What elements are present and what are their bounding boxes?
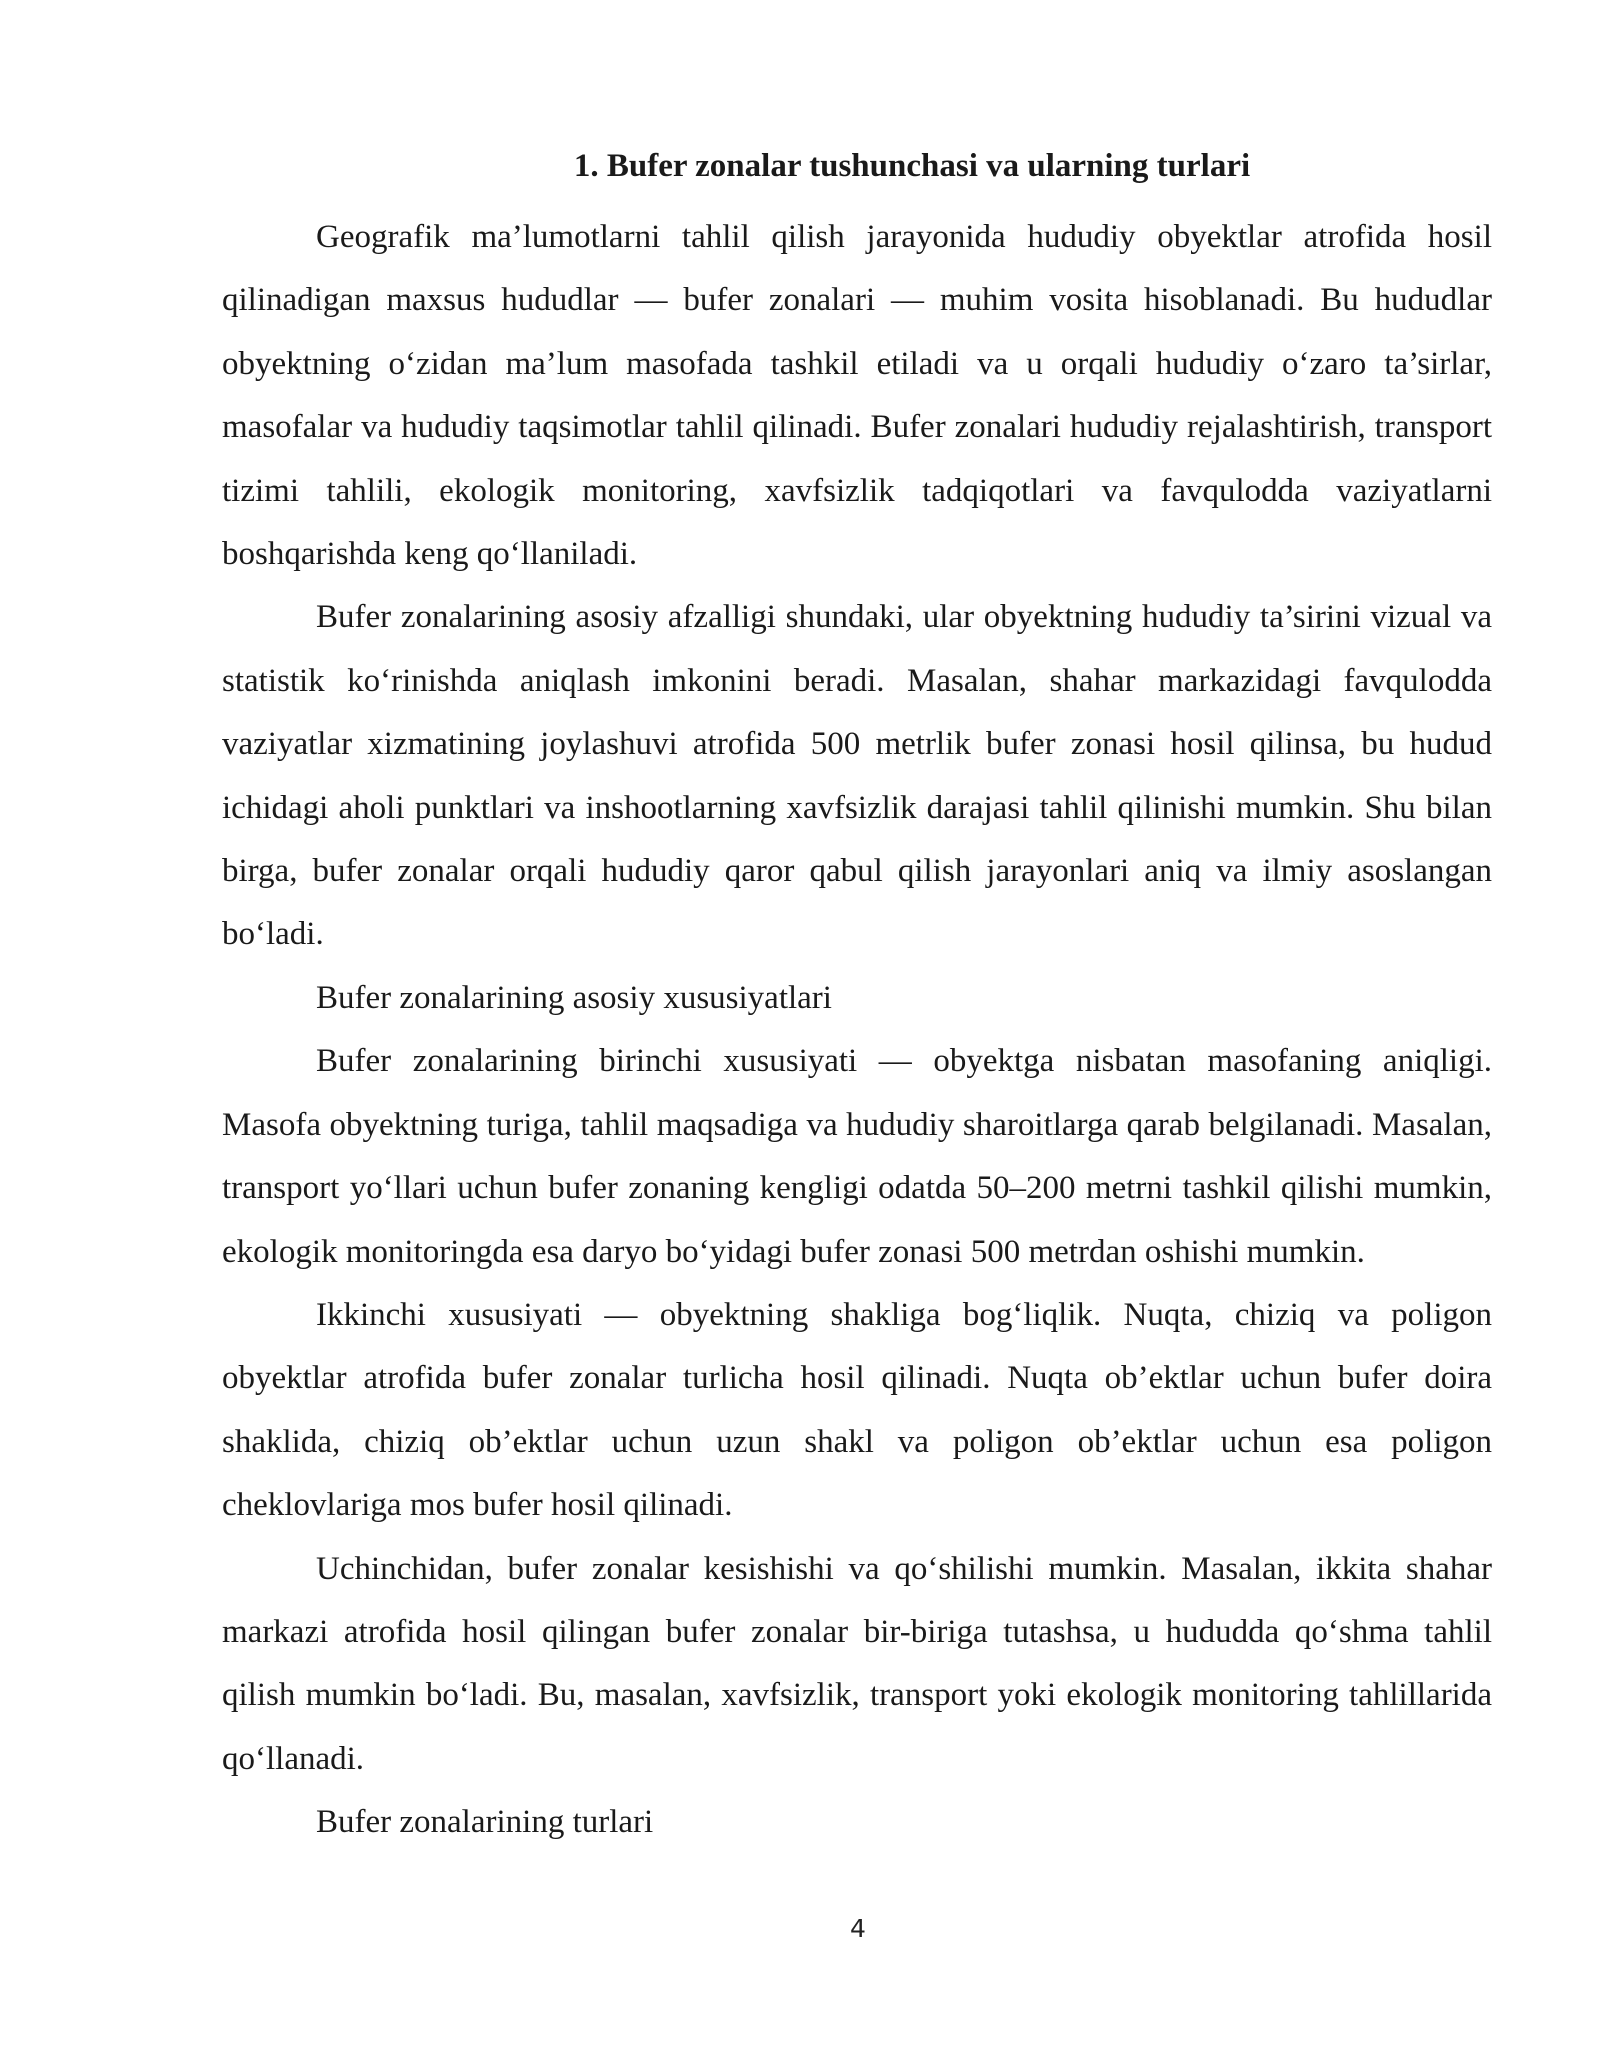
document-page [222, 142, 1492, 1855]
subheading-features: Bufer zonalarining asosiy xususiyatlari [316, 979, 832, 1016]
paragraph-second-feature: Ikkinchi xususiyati — obyektning shakliga bog‘liqlik. Nuqta, chiziq va poligon obyektlar atrofida bufer zonalar turlicha hosil qilinadi. Nuqta ob’ektlar uchun bufer doira shaklida, chiziq ob’ektlar uchun uzun shakl va poligon ob’ektlar uchun esa poligon cheklovlariga mos bufer hosil qilinadi. [222, 1296, 1492, 1524]
section-heading: 1. Bufer zonalar tushunchasi va ularning turlari [573, 148, 1251, 184]
paragraph-advantage: Bufer zonalarining asosiy afzalligi shundaki, ular obyektning hududiy ta’sirini vizual va statistik ko‘rinishda aniqlash imkonini beradi. Masalan, shahar markazidagi favqulodda vaziyatlar xizmatining joylashuvi atrofida 500 metrlik bufer zonasi hosil qilinsa, bu hudud ichidagi aholi punktlari va inshootlarning xavfsizlik darajasi tahlil qilinishi mumkin. Shu bilan birga, bufer zonalar orqali hududiy qaror qabul qilish jarayonlari aniq va ilmiy asoslangan bo‘ladi. [222, 599, 1492, 953]
subheading-types: Bufer zonalarining turlari [316, 1804, 654, 1841]
paragraph-first-feature: Bufer zonalarining birinchi xususiyati — obyektga nisbatan masofaning aniqligi. Masofa obyektning turiga, tahlil maqsadiga va hududiy sharoitlarga qarab belgilanadi. Masalan, transport yo‘llari uchun bufer zonaning kengligi odatda 50–200 metrni tashkil qilishi mumkin, ekologik monitoringda esa daryo bo‘yidagi bufer zonasi 500 metrdan oshishi mumkin. [222, 1043, 1492, 1270]
page-number: 4 [850, 1914, 866, 1943]
paragraph-third-feature: Uchinchidan, bufer zonalar kesishishi va qo‘shilishi mumkin. Masalan, ikkita shahar markazi atrofida hosil qilingan bufer zonalar bir-biriga tutashsa, u hududda qo‘shma tahlil qilish mumkin bo‘ladi. Bu, masalan, xavfsizlik, transport yoki ekologik monitoring tahlillarida qo‘llanadi. [222, 1550, 1492, 1777]
paragraph-intro: Geografik ma’lumotlarni tahlil qilish jarayonida hududiy obyektlar atrofida hosil qilinadigan maxsus hududlar — bufer zonalari — muhim vosita hisoblanadi. Bu hududlar obyektning o‘zidan ma’lum masofada tashkil etiladi va u orqali hududiy o‘zaro ta’sirlar, masofalar va hududiy taqsimotlar tahlil qilinadi. Bufer zonalari hududiy rejalashtirish, transport tizimi tahlili, ekologik monitoring, xavfsizlik tadqiqotlari va favqulodda vaziyatlarni boshqarishda keng qo‘llaniladi. [222, 219, 1492, 573]
